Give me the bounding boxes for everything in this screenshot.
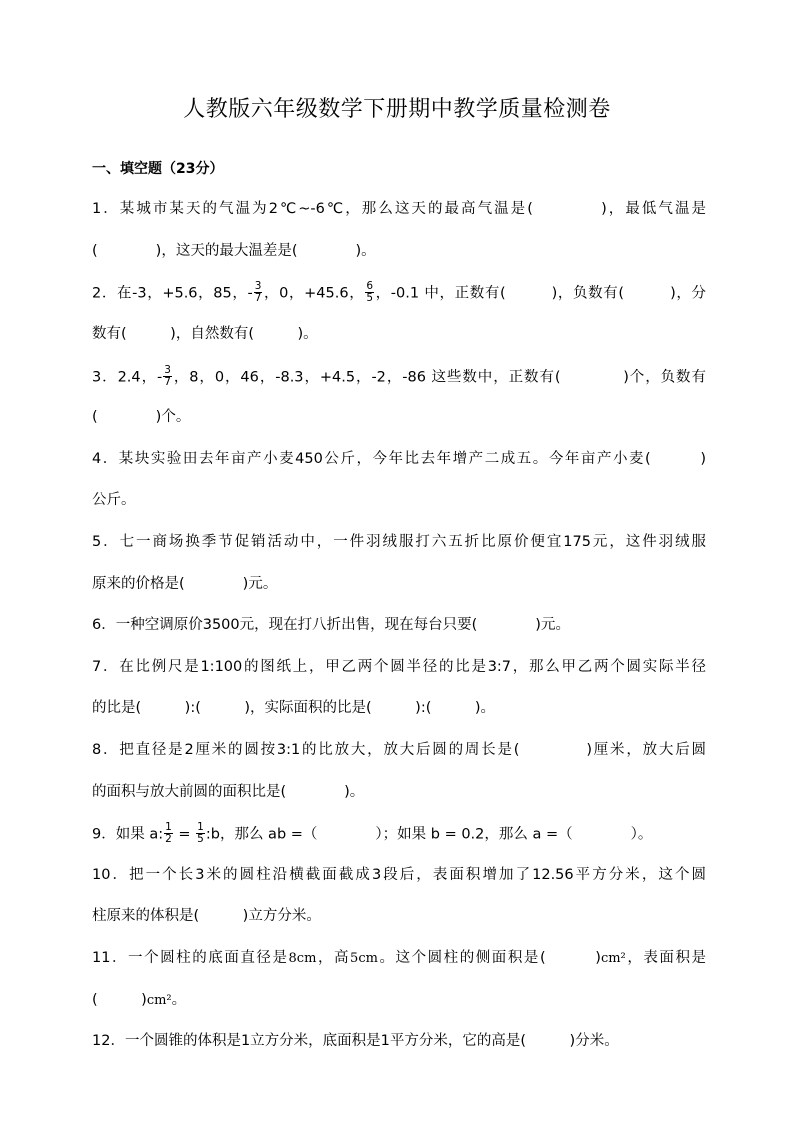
fraction-6-5 — [365, 281, 374, 304]
q2-text-b: ，0，+45.6， — [263, 285, 365, 302]
question-1-line-1: 1．某城市某天的气温为2℃~-6℃，那么这天的最高气温是( )，最低气温是 — [92, 201, 706, 217]
minus-sign: - — [247, 285, 253, 302]
q11-text-b: ，高 — [316, 950, 351, 966]
question-10-line-2: 柱原来的体积是( )立方分米。 — [92, 908, 321, 924]
question-3-line-2: ( )个。 — [92, 409, 191, 425]
question-9-line-1 — [92, 823, 706, 846]
question-3-line-1 — [92, 366, 706, 389]
q9-text-b: :b，那么 ab =（ ）；如果 b = 0.2，那么 a =（ ）。 — [205, 826, 653, 843]
question-10-line-1: 10．把一个长3米的圆柱沿横截面截成3段后，表面积增加了12.56平方分米，这个圆 — [92, 867, 706, 883]
q11-text-c: 。这个圆柱的侧面积是( ) — [377, 950, 601, 966]
question-11-line-1 — [92, 948, 706, 969]
minus-sign: - — [157, 369, 163, 386]
question-12-line-1: 12．一个圆锥的体积是1立方分米，底面积是1平方分米，它的高是( )分米。 — [92, 1033, 619, 1049]
question-4-line-1: 4．某块实验田去年亩产小麦450公斤，今年比去年增产二成五。今年亩产小麦( ) — [92, 451, 706, 467]
question-1-line-2: ( )，这天的最大温差是( )。 — [92, 243, 376, 259]
equals-sign: = — [173, 826, 196, 843]
question-6-line-1: 6．一种空调原价3500元，现在打八折出售，现在每台只要( )元。 — [92, 617, 570, 633]
question-4-line-2: 公斤。 — [92, 492, 136, 508]
fraction-1-2 — [164, 822, 173, 845]
unit-cm2: cm² — [146, 993, 172, 1008]
q11-text-d: ，表面积是 — [625, 950, 707, 966]
question-7-line-1: 7．在比例尺是1:100的图纸上，甲乙两个圆半径的比是3:7，那么甲乙两个圆实际半径 — [92, 659, 706, 675]
q2-text-c: ，-0.1 中，正数有( )，负数有( )，分 — [375, 285, 707, 302]
question-5-line-1: 5．七一商场换季节促销活动中，一件羽绒服打六五折比原价便宜175元，这件羽绒服 — [92, 534, 706, 550]
q2-text-a: 2．在-3，+5.6，85， — [92, 285, 248, 302]
numerator: 3 — [254, 280, 262, 292]
numerator: 1 — [197, 821, 204, 833]
numerator: 3 — [164, 364, 171, 376]
denominator: 7 — [164, 376, 171, 388]
q11-blank: ( ) — [92, 992, 147, 1008]
section-heading-fill-in: 一、填空题（23分） — [92, 161, 224, 177]
q3-text-b: ，8，0，46，-8.3，+4.5，-2，-86 这些数中，正数有( )个，负数有 — [172, 369, 706, 386]
question-5-line-2: 原来的价格是( )元。 — [92, 576, 278, 592]
fraction-1-5 — [196, 822, 205, 845]
q11-period: 。 — [171, 992, 187, 1008]
page-title: 人教版六年级数学下册期中教学质量检测卷 — [183, 97, 611, 122]
numerator: 6 — [366, 280, 374, 292]
question-8-line-1: 8．把直径是2厘米的圆按3:1的比放大，放大后圆的周长是( )厘米，放大后圆 — [92, 742, 706, 758]
denominator: 5 — [197, 833, 204, 845]
q11-text-a: 11．一个圆柱的底面直径是 — [92, 950, 289, 966]
question-2-line-1 — [92, 282, 706, 305]
numerator: 1 — [165, 821, 172, 833]
denominator: 5 — [366, 292, 374, 304]
question-2-line-2: 数有( )，自然数有( )。 — [92, 326, 318, 342]
question-11-line-2 — [92, 990, 706, 1011]
fraction-3-7 — [254, 281, 263, 304]
unit-cm2: cm² — [600, 951, 626, 966]
q3-text-a: 3．2.4， — [92, 369, 157, 386]
unit-8cm: 8cm — [288, 951, 317, 966]
denominator: 2 — [165, 833, 172, 845]
denominator: 7 — [254, 292, 262, 304]
unit-5cm: 5cm — [350, 951, 378, 966]
fraction-3-7 — [163, 365, 172, 388]
question-8-line-2: 的面积与放大前圆的面积比是( )。 — [92, 784, 365, 800]
question-7-line-2: 的比是( ):( )，实际面积的比是( ):( )。 — [92, 700, 496, 716]
q9-text-a: 9．如果 a: — [92, 826, 164, 843]
